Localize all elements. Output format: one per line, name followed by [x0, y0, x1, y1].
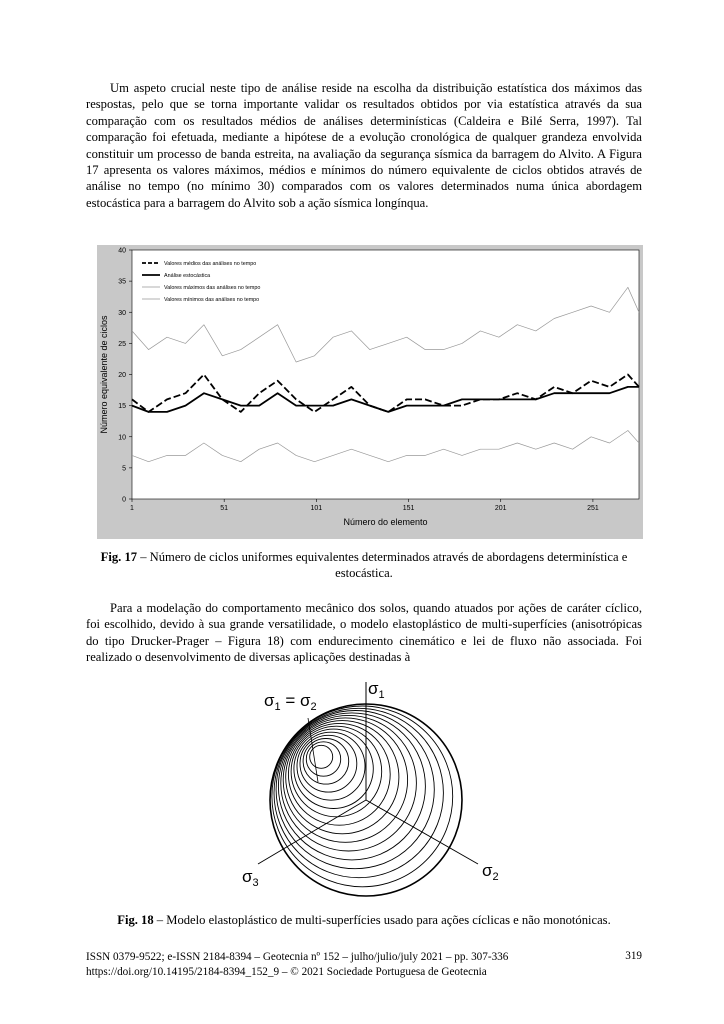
footer-issn: ISSN 0379-9522; e-ISSN 2184-8394 – Geotecnia nº 152 – julho/julio/july 2021 – pp. 307-336	[86, 951, 509, 963]
figure-17-caption	[86, 549, 642, 582]
figure-17-label: Fig. 17	[100, 550, 138, 564]
paragraph-2: Para a modelação do comportamento mecânico dos solos, quando atuados por ações de caráter cíclico, foi escolhido, devido à sua grande versatilidade, o modelo elastoplástico de multi-superfícies (anisotrópicas do tipo Drucker-Prager – Figura 18) com endurecimento cinemático e lei de fluxo não associada. Foi realizado o desenvolvimento de diversas aplicações destinadas à	[86, 601, 642, 665]
yield-surface-circle	[283, 718, 407, 842]
figure-17-text: – Número de ciclos uniformes equivalentes determinados através de abordagens determinística e estocástica.	[137, 550, 628, 581]
x-tick-label: 151	[402, 505, 415, 512]
yield-surface-circle	[294, 729, 373, 808]
yield-surface-circle	[303, 739, 349, 785]
y-tick-label: 15	[118, 403, 126, 411]
y-tick-label: 35	[118, 278, 126, 286]
x-tick-label: 251	[587, 505, 599, 512]
legend-label-1: Análise estocástica	[164, 273, 211, 279]
figure-18-caption	[86, 912, 642, 928]
y-tick-label: 10	[118, 434, 126, 442]
y-tick-label: 30	[118, 309, 126, 317]
figure-18-label: Fig. 18	[117, 913, 154, 927]
yield-surface-circle	[306, 742, 340, 776]
sigma1-eq-sigma2-label: $\sigma_1 = \sigma_2$	[264, 691, 317, 713]
sigma1-label: $\sigma_1$	[368, 679, 385, 701]
figure-18-text: – Modelo elastoplástico de multi-superfícies usado para ações cíclicas e não monotónicas.	[153, 913, 611, 927]
legend-label-3: Valores mínimos das análises no tempo	[164, 297, 260, 303]
x-tick-label: 51	[220, 505, 229, 512]
chart-legend	[138, 256, 296, 308]
y-tick-label: 0	[122, 496, 126, 504]
x-tick-label: 101	[310, 505, 323, 512]
legend-label-2: Valores máximos das análises no tempo	[164, 285, 261, 291]
yield-surface-circle	[291, 726, 382, 817]
paragraph-1: Um aspeto crucial neste tipo de análise reside na escolha da distribuição estatística dos máximos das respostas, pelo que se torna importante validar os resultados obtidos por via estatística através da sua comparação com os resultados médios de análises determinísticas (Caldeira e Bilé Serra, 1997). Tal comparação foi efetuada, mediante a hipótese de a evolução cronológica de qualquer grandeza envolvida constituir um processo de banda estreita, na avaliação da segurança sísmica da barragem do Alvito. A Figura 17 apresenta os valores máximos, médios e mínimos do número equivalente de ciclos obtidos através de análise no tempo (no mínimo 30) comparados com os valores determinados numa única abordagem estocástica para a barragem do Alvito sob a ação sísmica longínqua.	[86, 81, 642, 210]
figure-18-diagram	[238, 672, 498, 912]
y-tick-label: 25	[118, 340, 126, 348]
yield-surface-circle	[288, 723, 390, 825]
footer-doi: https://doi.org/10.14195/2184-8394_152_9 – © 2021 Sociedade Portuguesa de Geotecnia	[86, 966, 487, 978]
x-tick-label: 1	[130, 505, 134, 512]
x-axis-label: Número do elemento	[343, 517, 428, 527]
y-tick-label: 5	[122, 465, 126, 473]
figure-17-chart	[96, 244, 644, 540]
sigma2-label: $\sigma_2$	[482, 861, 499, 883]
yield-surface-circle	[297, 732, 365, 800]
y-tick-label: 20	[118, 372, 126, 379]
y-tick-label: 40	[118, 247, 126, 255]
sigma3-label: $\sigma_3$	[242, 867, 259, 889]
y-axis-label: Número equivalente de ciclos	[99, 315, 109, 434]
x-tick-label: 201	[494, 505, 507, 512]
legend-label-0: Valores médios das análises no tempo	[164, 261, 257, 267]
page-number: 319	[625, 950, 642, 962]
